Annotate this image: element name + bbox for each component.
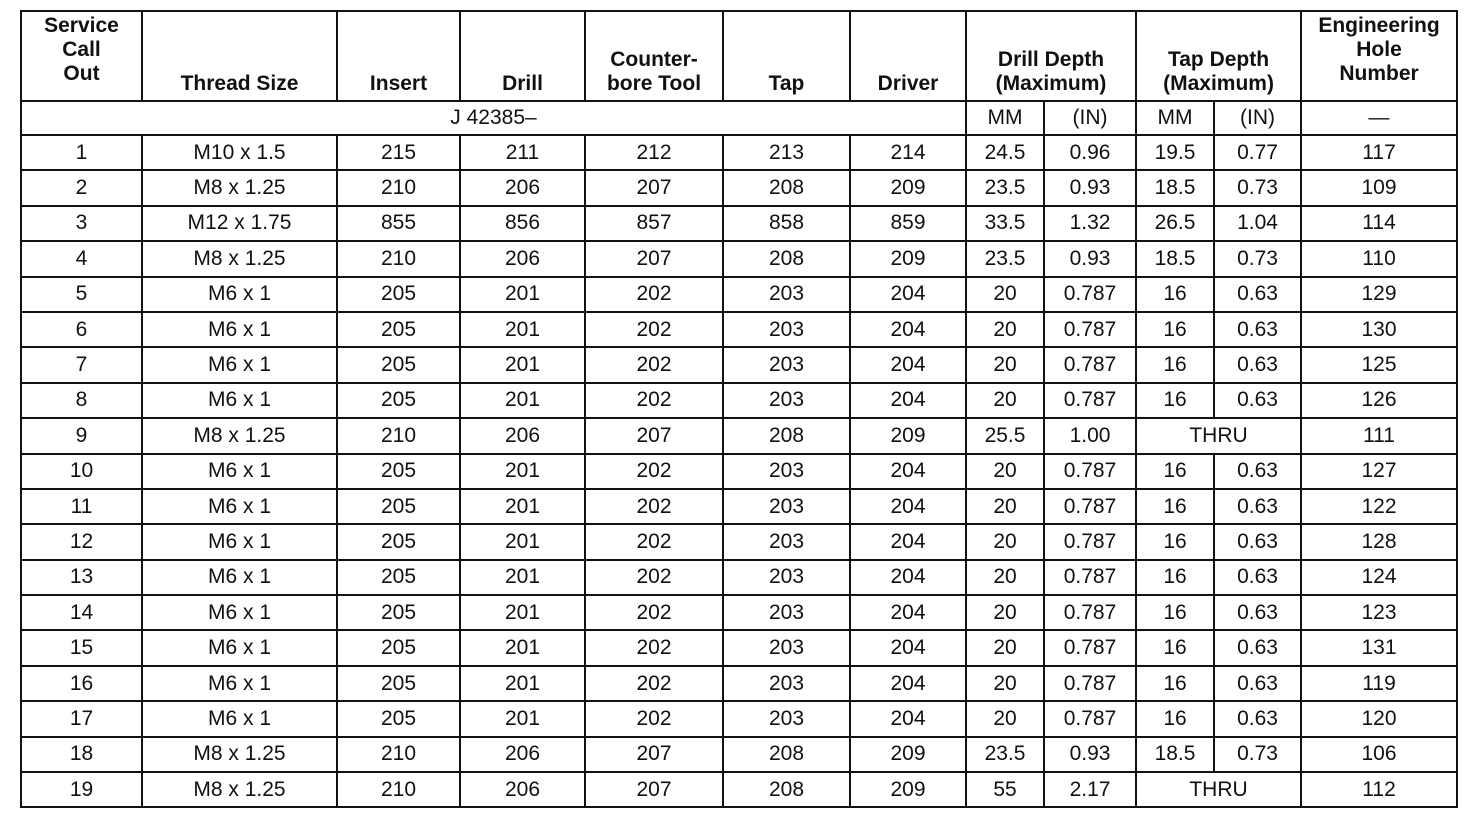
table-row bbox=[21, 489, 1457, 524]
cell-thread-size: M6 x 1 bbox=[142, 524, 337, 559]
table-row bbox=[21, 560, 1457, 595]
cell-service-call-out: 2 bbox=[21, 170, 142, 205]
cell-drill-depth-mm: 23.5 bbox=[966, 241, 1044, 276]
cell-counterbore-tool: 202 bbox=[585, 666, 723, 701]
cell-insert: 205 bbox=[337, 595, 460, 630]
cell-tap: 203 bbox=[723, 347, 850, 382]
cell-counterbore-tool: 207 bbox=[585, 772, 723, 807]
cell-counterbore-tool: 202 bbox=[585, 312, 723, 347]
cell-driver: 204 bbox=[850, 312, 966, 347]
cell-driver: 204 bbox=[850, 383, 966, 418]
cell-driver: 214 bbox=[850, 135, 966, 170]
cell-tap: 208 bbox=[723, 241, 850, 276]
cell-driver: 204 bbox=[850, 630, 966, 665]
cell-drill: 201 bbox=[460, 277, 585, 312]
cell-drill-depth-in: 0.787 bbox=[1044, 630, 1136, 665]
table-row bbox=[21, 630, 1457, 665]
cell-tap-depth-in: 0.73 bbox=[1214, 737, 1301, 772]
cell-counterbore-tool: 202 bbox=[585, 454, 723, 489]
cell-thread-size: M8 x 1.25 bbox=[142, 418, 337, 453]
table-row bbox=[21, 737, 1457, 772]
cell-driver: 204 bbox=[850, 666, 966, 701]
cell-tap: 208 bbox=[723, 170, 850, 205]
cell-driver: 204 bbox=[850, 347, 966, 382]
cell-service-call-out: 6 bbox=[21, 312, 142, 347]
cell-drill: 201 bbox=[460, 347, 585, 382]
cell-driver: 209 bbox=[850, 241, 966, 276]
cell-tap-depth-in: 0.63 bbox=[1214, 666, 1301, 701]
cell-tap-depth-mm: 16 bbox=[1136, 560, 1214, 595]
cell-insert: 205 bbox=[337, 454, 460, 489]
table-body bbox=[21, 135, 1457, 807]
cell-thread-size: M12 x 1.75 bbox=[142, 206, 337, 241]
cell-counterbore-tool: 202 bbox=[585, 347, 723, 382]
cell-drill: 201 bbox=[460, 701, 585, 736]
cell-drill: 206 bbox=[460, 772, 585, 807]
cell-drill-depth-mm: 20 bbox=[966, 524, 1044, 559]
cell-driver: 204 bbox=[850, 489, 966, 524]
cell-tap-depth-in: 0.63 bbox=[1214, 277, 1301, 312]
cell-engineering-hole-number: 106 bbox=[1301, 737, 1457, 772]
cell-insert: 855 bbox=[337, 206, 460, 241]
header-tap-depth: Tap Depth (Maximum) bbox=[1136, 11, 1301, 101]
cell-tap-depth-thru: THRU bbox=[1136, 418, 1301, 453]
cell-thread-size: M6 x 1 bbox=[142, 489, 337, 524]
cell-tap-depth-mm: 16 bbox=[1136, 312, 1214, 347]
cell-service-call-out: 19 bbox=[21, 772, 142, 807]
cell-service-call-out: 14 bbox=[21, 595, 142, 630]
cell-insert: 205 bbox=[337, 524, 460, 559]
cell-drill: 201 bbox=[460, 312, 585, 347]
cell-tap-depth-in: 0.63 bbox=[1214, 383, 1301, 418]
cell-tap-depth-in: 0.63 bbox=[1214, 454, 1301, 489]
cell-counterbore-tool: 202 bbox=[585, 630, 723, 665]
cell-tap: 203 bbox=[723, 489, 850, 524]
cell-engineering-hole-number: 123 bbox=[1301, 595, 1457, 630]
cell-service-call-out: 8 bbox=[21, 383, 142, 418]
cell-engineering-hole-number: 124 bbox=[1301, 560, 1457, 595]
cell-drill-depth-in: 0.787 bbox=[1044, 524, 1136, 559]
cell-service-call-out: 18 bbox=[21, 737, 142, 772]
cell-tap: 208 bbox=[723, 737, 850, 772]
cell-thread-size: M6 x 1 bbox=[142, 454, 337, 489]
cell-tap-depth-mm: 18.5 bbox=[1136, 241, 1214, 276]
header-counterbore-tool: Counter- bore Tool bbox=[585, 11, 723, 101]
cell-engineering-hole-number: 125 bbox=[1301, 347, 1457, 382]
cell-drill-depth-mm: 20 bbox=[966, 454, 1044, 489]
cell-thread-size: M8 x 1.25 bbox=[142, 170, 337, 205]
cell-drill-depth-in: 0.787 bbox=[1044, 560, 1136, 595]
cell-drill-depth-mm: 20 bbox=[966, 383, 1044, 418]
cell-tap-depth-mm: 18.5 bbox=[1136, 170, 1214, 205]
cell-counterbore-tool: 202 bbox=[585, 277, 723, 312]
cell-engineering-hole-number: 111 bbox=[1301, 418, 1457, 453]
cell-tap-depth-in: 0.63 bbox=[1214, 347, 1301, 382]
cell-drill-depth-mm: 20 bbox=[966, 630, 1044, 665]
cell-drill-depth-in: 0.787 bbox=[1044, 277, 1136, 312]
cell-driver: 204 bbox=[850, 701, 966, 736]
cell-insert: 205 bbox=[337, 347, 460, 382]
cell-tap: 203 bbox=[723, 701, 850, 736]
cell-drill: 206 bbox=[460, 737, 585, 772]
cell-engineering-hole-number: 110 bbox=[1301, 241, 1457, 276]
cell-counterbore-tool: 207 bbox=[585, 170, 723, 205]
cell-thread-size: M6 x 1 bbox=[142, 666, 337, 701]
cell-counterbore-tool: 207 bbox=[585, 737, 723, 772]
cell-drill-depth-mm: 20 bbox=[966, 347, 1044, 382]
cell-tap-depth-in: 0.77 bbox=[1214, 135, 1301, 170]
cell-counterbore-tool: 207 bbox=[585, 241, 723, 276]
cell-insert: 210 bbox=[337, 772, 460, 807]
cell-service-call-out: 3 bbox=[21, 206, 142, 241]
tool-spec-table-container bbox=[20, 10, 1458, 808]
cell-drill-depth-mm: 20 bbox=[966, 701, 1044, 736]
cell-thread-size: M6 x 1 bbox=[142, 277, 337, 312]
cell-insert: 205 bbox=[337, 312, 460, 347]
cell-tap-depth-in: 0.63 bbox=[1214, 560, 1301, 595]
cell-drill-depth-in: 0.787 bbox=[1044, 383, 1136, 418]
cell-insert: 210 bbox=[337, 241, 460, 276]
cell-drill-depth-in: 0.93 bbox=[1044, 241, 1136, 276]
cell-engineering-hole-number: 114 bbox=[1301, 206, 1457, 241]
cell-tap-depth-mm: 16 bbox=[1136, 666, 1214, 701]
cell-drill-depth-mm: 20 bbox=[966, 312, 1044, 347]
hole-number-dash: — bbox=[1301, 101, 1457, 135]
cell-service-call-out: 11 bbox=[21, 489, 142, 524]
cell-engineering-hole-number: 122 bbox=[1301, 489, 1457, 524]
cell-tap-depth-in: 1.04 bbox=[1214, 206, 1301, 241]
cell-tap: 213 bbox=[723, 135, 850, 170]
header-tap: Tap bbox=[723, 11, 850, 101]
cell-tap-depth-mm: 16 bbox=[1136, 630, 1214, 665]
cell-drill-depth-in: 0.787 bbox=[1044, 489, 1136, 524]
table-row bbox=[21, 383, 1457, 418]
cell-tap: 203 bbox=[723, 560, 850, 595]
cell-tap: 203 bbox=[723, 454, 850, 489]
header-drill: Drill bbox=[460, 11, 585, 101]
cell-drill-depth-in: 1.00 bbox=[1044, 418, 1136, 453]
cell-tap-depth-in: 0.63 bbox=[1214, 595, 1301, 630]
cell-thread-size: M8 x 1.25 bbox=[142, 241, 337, 276]
cell-drill-depth-in: 0.787 bbox=[1044, 666, 1136, 701]
cell-counterbore-tool: 202 bbox=[585, 489, 723, 524]
cell-drill-depth-in: 0.787 bbox=[1044, 701, 1136, 736]
cell-counterbore-tool: 207 bbox=[585, 418, 723, 453]
cell-thread-size: M8 x 1.25 bbox=[142, 737, 337, 772]
cell-drill: 201 bbox=[460, 560, 585, 595]
cell-drill: 206 bbox=[460, 170, 585, 205]
cell-tap-depth-mm: 16 bbox=[1136, 595, 1214, 630]
cell-tap-depth-mm: 16 bbox=[1136, 701, 1214, 736]
cell-drill: 206 bbox=[460, 241, 585, 276]
cell-engineering-hole-number: 128 bbox=[1301, 524, 1457, 559]
cell-thread-size: M6 x 1 bbox=[142, 595, 337, 630]
cell-drill-depth-mm: 20 bbox=[966, 666, 1044, 701]
cell-drill: 201 bbox=[460, 595, 585, 630]
cell-drill-depth-mm: 55 bbox=[966, 772, 1044, 807]
cell-service-call-out: 12 bbox=[21, 524, 142, 559]
cell-drill: 201 bbox=[460, 630, 585, 665]
cell-counterbore-tool: 857 bbox=[585, 206, 723, 241]
cell-service-call-out: 16 bbox=[21, 666, 142, 701]
table-row bbox=[21, 347, 1457, 382]
header-thread-size: Thread Size bbox=[142, 11, 337, 101]
cell-drill-depth-in: 0.787 bbox=[1044, 595, 1136, 630]
cell-engineering-hole-number: 119 bbox=[1301, 666, 1457, 701]
cell-tap: 203 bbox=[723, 630, 850, 665]
cell-service-call-out: 13 bbox=[21, 560, 142, 595]
cell-tap-depth-in: 0.73 bbox=[1214, 241, 1301, 276]
cell-tap-depth-in: 0.63 bbox=[1214, 701, 1301, 736]
cell-drill: 211 bbox=[460, 135, 585, 170]
cell-insert: 215 bbox=[337, 135, 460, 170]
header-service-call-out: Service Call Out bbox=[21, 11, 142, 101]
cell-tap: 203 bbox=[723, 277, 850, 312]
table-row bbox=[21, 595, 1457, 630]
cell-thread-size: M6 x 1 bbox=[142, 383, 337, 418]
cell-drill-depth-in: 0.787 bbox=[1044, 347, 1136, 382]
cell-drill-depth-in: 0.787 bbox=[1044, 454, 1136, 489]
cell-driver: 209 bbox=[850, 170, 966, 205]
table-row bbox=[21, 772, 1457, 807]
cell-insert: 205 bbox=[337, 701, 460, 736]
cell-driver: 209 bbox=[850, 737, 966, 772]
cell-driver: 204 bbox=[850, 454, 966, 489]
table-row bbox=[21, 277, 1457, 312]
cell-tap: 203 bbox=[723, 524, 850, 559]
cell-insert: 210 bbox=[337, 170, 460, 205]
table-row bbox=[21, 241, 1457, 276]
cell-thread-size: M6 x 1 bbox=[142, 347, 337, 382]
table-row bbox=[21, 170, 1457, 205]
tool-spec-table bbox=[20, 10, 1458, 808]
cell-tap-depth-in: 0.63 bbox=[1214, 630, 1301, 665]
cell-drill-depth-in: 2.17 bbox=[1044, 772, 1136, 807]
cell-tap-depth-mm: 18.5 bbox=[1136, 737, 1214, 772]
table-row bbox=[21, 454, 1457, 489]
table-row bbox=[21, 524, 1457, 559]
cell-drill-depth-in: 0.96 bbox=[1044, 135, 1136, 170]
cell-drill-depth-in: 0.93 bbox=[1044, 737, 1136, 772]
cell-service-call-out: 10 bbox=[21, 454, 142, 489]
cell-drill-depth-mm: 23.5 bbox=[966, 737, 1044, 772]
cell-service-call-out: 7 bbox=[21, 347, 142, 382]
cell-engineering-hole-number: 117 bbox=[1301, 135, 1457, 170]
cell-thread-size: M6 x 1 bbox=[142, 701, 337, 736]
cell-insert: 205 bbox=[337, 630, 460, 665]
cell-drill-depth-mm: 20 bbox=[966, 595, 1044, 630]
cell-drill: 201 bbox=[460, 666, 585, 701]
cell-counterbore-tool: 202 bbox=[585, 560, 723, 595]
cell-drill: 201 bbox=[460, 489, 585, 524]
cell-counterbore-tool: 202 bbox=[585, 383, 723, 418]
cell-tap-depth-mm: 16 bbox=[1136, 454, 1214, 489]
table-row bbox=[21, 418, 1457, 453]
cell-service-call-out: 1 bbox=[21, 135, 142, 170]
cell-engineering-hole-number: 126 bbox=[1301, 383, 1457, 418]
cell-driver: 209 bbox=[850, 418, 966, 453]
cell-drill-depth-mm: 20 bbox=[966, 560, 1044, 595]
cell-drill-depth-in: 0.787 bbox=[1044, 312, 1136, 347]
cell-tap-depth-thru: THRU bbox=[1136, 772, 1301, 807]
cell-insert: 210 bbox=[337, 737, 460, 772]
cell-thread-size: M8 x 1.25 bbox=[142, 772, 337, 807]
cell-service-call-out: 4 bbox=[21, 241, 142, 276]
cell-tap: 208 bbox=[723, 418, 850, 453]
cell-engineering-hole-number: 129 bbox=[1301, 277, 1457, 312]
cell-driver: 204 bbox=[850, 524, 966, 559]
cell-tap-depth-in: 0.63 bbox=[1214, 489, 1301, 524]
cell-tap-depth-mm: 16 bbox=[1136, 383, 1214, 418]
cell-tap-depth-mm: 19.5 bbox=[1136, 135, 1214, 170]
cell-service-call-out: 9 bbox=[21, 418, 142, 453]
cell-tap-depth-mm: 16 bbox=[1136, 347, 1214, 382]
header-engineering-hole-number: Engineering Hole Number bbox=[1301, 11, 1457, 101]
cell-engineering-hole-number: 120 bbox=[1301, 701, 1457, 736]
cell-tap-depth-in: 0.63 bbox=[1214, 524, 1301, 559]
cell-thread-size: M10 x 1.5 bbox=[142, 135, 337, 170]
cell-drill-depth-mm: 25.5 bbox=[966, 418, 1044, 453]
header-row bbox=[21, 11, 1457, 101]
header-driver: Driver bbox=[850, 11, 966, 101]
cell-drill-depth-mm: 20 bbox=[966, 489, 1044, 524]
table-row bbox=[21, 701, 1457, 736]
cell-counterbore-tool: 212 bbox=[585, 135, 723, 170]
cell-tap: 858 bbox=[723, 206, 850, 241]
header-insert: Insert bbox=[337, 11, 460, 101]
cell-counterbore-tool: 202 bbox=[585, 701, 723, 736]
table-row bbox=[21, 666, 1457, 701]
cell-tap-depth-mm: 16 bbox=[1136, 277, 1214, 312]
cell-driver: 204 bbox=[850, 560, 966, 595]
cell-driver: 204 bbox=[850, 595, 966, 630]
cell-driver: 209 bbox=[850, 772, 966, 807]
cell-drill-depth-mm: 23.5 bbox=[966, 170, 1044, 205]
cell-tap: 203 bbox=[723, 595, 850, 630]
cell-drill-depth-mm: 20 bbox=[966, 277, 1044, 312]
tap-depth-in-unit: (IN) bbox=[1214, 101, 1301, 135]
cell-tap-depth-mm: 16 bbox=[1136, 524, 1214, 559]
cell-insert: 205 bbox=[337, 489, 460, 524]
cell-insert: 205 bbox=[337, 383, 460, 418]
header-drill-depth: Drill Depth (Maximum) bbox=[966, 11, 1136, 101]
cell-tap: 208 bbox=[723, 772, 850, 807]
drill-depth-mm-unit: MM bbox=[966, 101, 1044, 135]
cell-engineering-hole-number: 127 bbox=[1301, 454, 1457, 489]
cell-driver: 204 bbox=[850, 277, 966, 312]
cell-thread-size: M6 x 1 bbox=[142, 560, 337, 595]
cell-engineering-hole-number: 130 bbox=[1301, 312, 1457, 347]
cell-tap-depth-in: 0.63 bbox=[1214, 312, 1301, 347]
cell-insert: 205 bbox=[337, 277, 460, 312]
cell-drill: 856 bbox=[460, 206, 585, 241]
cell-tap-depth-mm: 16 bbox=[1136, 489, 1214, 524]
table-row bbox=[21, 206, 1457, 241]
cell-engineering-hole-number: 112 bbox=[1301, 772, 1457, 807]
cell-tap: 203 bbox=[723, 312, 850, 347]
cell-drill: 206 bbox=[460, 418, 585, 453]
cell-drill-depth-in: 1.32 bbox=[1044, 206, 1136, 241]
subheader-row bbox=[21, 101, 1457, 135]
cell-driver: 859 bbox=[850, 206, 966, 241]
cell-thread-size: M6 x 1 bbox=[142, 312, 337, 347]
table-row bbox=[21, 135, 1457, 170]
cell-insert: 205 bbox=[337, 666, 460, 701]
cell-insert: 205 bbox=[337, 560, 460, 595]
cell-service-call-out: 5 bbox=[21, 277, 142, 312]
cell-tap: 203 bbox=[723, 666, 850, 701]
cell-thread-size: M6 x 1 bbox=[142, 630, 337, 665]
tap-depth-mm-unit: MM bbox=[1136, 101, 1214, 135]
cell-counterbore-tool: 202 bbox=[585, 524, 723, 559]
cell-drill: 201 bbox=[460, 524, 585, 559]
cell-counterbore-tool: 202 bbox=[585, 595, 723, 630]
cell-drill-depth-mm: 24.5 bbox=[966, 135, 1044, 170]
cell-tap: 203 bbox=[723, 383, 850, 418]
drill-depth-in-unit: (IN) bbox=[1044, 101, 1136, 135]
cell-insert: 210 bbox=[337, 418, 460, 453]
cell-service-call-out: 15 bbox=[21, 630, 142, 665]
cell-drill-depth-in: 0.93 bbox=[1044, 170, 1136, 205]
cell-engineering-hole-number: 109 bbox=[1301, 170, 1457, 205]
table-row bbox=[21, 312, 1457, 347]
cell-tap-depth-mm: 26.5 bbox=[1136, 206, 1214, 241]
cell-tap-depth-in: 0.73 bbox=[1214, 170, 1301, 205]
tool-prefix: J 42385– bbox=[21, 101, 966, 135]
cell-drill-depth-mm: 33.5 bbox=[966, 206, 1044, 241]
cell-drill: 201 bbox=[460, 383, 585, 418]
cell-engineering-hole-number: 131 bbox=[1301, 630, 1457, 665]
cell-drill: 201 bbox=[460, 454, 585, 489]
cell-service-call-out: 17 bbox=[21, 701, 142, 736]
